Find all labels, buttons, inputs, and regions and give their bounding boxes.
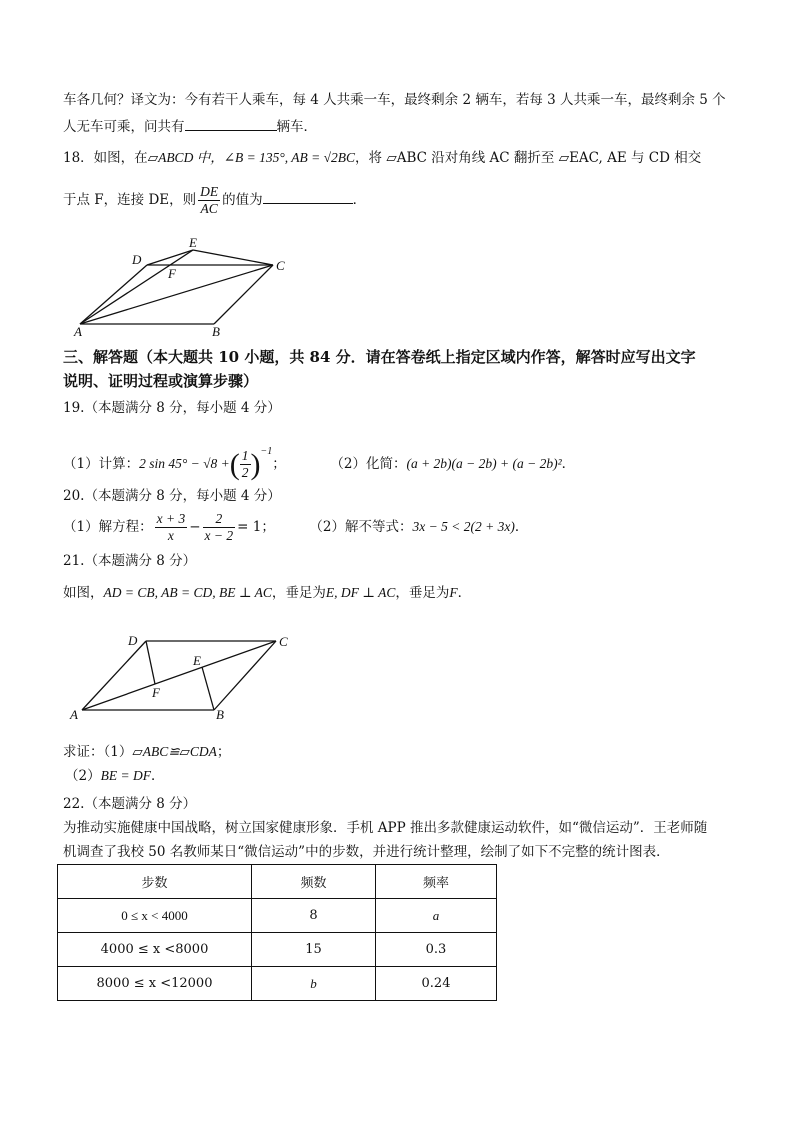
q18-line2: 于点 F，连接 DE，则 $\frac{DE}{AC}$ 的值为 ．	[63, 184, 367, 216]
q20-parts: （1）解方程： $\frac{x + 3}{x}$ − $\frac{2}{x - 2}$ = 1； （2）解不等式：3x − 5 < 2(2 + 3x)．	[63, 511, 529, 543]
label-e: E	[189, 235, 197, 250]
label-c: C	[276, 258, 285, 273]
q17-line2: 人无车可乘，问共有 辆车．	[63, 116, 317, 137]
answer-blank[interactable]	[263, 189, 353, 204]
q20-header: 20.（本题满分 8 分，每小题 4 分）	[63, 488, 281, 504]
label-c: C	[279, 634, 288, 649]
q18-line1: 18．如图，在▱ABCD 中，∠B = 135°, AB = √2BC，将 ▱ABC 沿对角线 AC 翻折至 ▱EAC, AE 与 CD 相交	[63, 150, 702, 166]
q21-stem: 如图，AD = CB, AB = CD, BE ⊥ AC，垂足为E, DF ⊥ AC，垂足为F．	[63, 585, 472, 601]
q21-proof1: 求证：（1）▱ABC≌▱CDA；	[63, 744, 231, 760]
label-a: A	[74, 324, 82, 339]
section-title: 三、解答题（本大题共 10 小题，共 84 分．请在答卷纸上指定区域内作答，解答时应写出文字	[63, 348, 696, 366]
table-row: 8000 ≤ x <12000 b 0.24	[58, 967, 497, 1001]
label-d: D	[132, 252, 142, 267]
col-header-steps: 步数	[58, 865, 252, 899]
q17-line1: 车各几何？译文为：今有若干人乘车，每 4 人共乘一车，最终剩余 2 辆车，若每 3 人共乘一车，最终剩余 5 个	[63, 92, 726, 108]
label-b: B	[212, 324, 220, 339]
answer-blank[interactable]	[185, 116, 277, 131]
q22-header: 22.（本题满分 8 分）	[63, 796, 197, 812]
q19-parts: （1）计算：2 sin 45° − √8 +( $\frac{1}{2}$ )$^{-1}$； （2）化简：(a + 2b)(a − 2b) + (a − 2b)²．	[63, 446, 576, 481]
q22-line2: 机调查了我校 50 名教师某日“微信运动”中的步数，并进行统计整理，绘制了如下不完整的统计图表．	[63, 844, 670, 860]
table-header-row	[58, 865, 497, 899]
label-b: B	[216, 707, 224, 722]
table-row: 0 ≤ x < 4000 8 a	[58, 899, 497, 933]
fraction-de-ac: $\frac{DE}{AC}$	[200, 184, 219, 216]
q21-header: 21.（本题满分 8 分）	[63, 553, 197, 569]
q18-figure	[70, 232, 300, 340]
label-a: A	[70, 707, 78, 722]
q21-figure	[66, 628, 306, 724]
q22-line1: 为推动实施健康中国战略，树立国家健康形象．手机 APP 推出多款健康运动软件，如“微信运动”．王老师随	[63, 820, 708, 836]
label-f: F	[152, 685, 160, 700]
table-row: 4000 ≤ x <8000 15 0.3	[58, 933, 497, 967]
label-f: F	[168, 266, 176, 281]
col-header-count: 频数	[252, 865, 376, 899]
frequency-table	[57, 864, 497, 1001]
section-title-cont: 说明、证明过程或演算步骤）	[63, 372, 259, 390]
col-header-freq: 频率	[376, 865, 497, 899]
q21-proof2: （2）BE = DF．	[65, 768, 165, 784]
label-d: D	[128, 633, 138, 648]
label-e: E	[193, 653, 201, 668]
q19-header: 19.（本题满分 8 分，每小题 4 分）	[63, 400, 281, 416]
